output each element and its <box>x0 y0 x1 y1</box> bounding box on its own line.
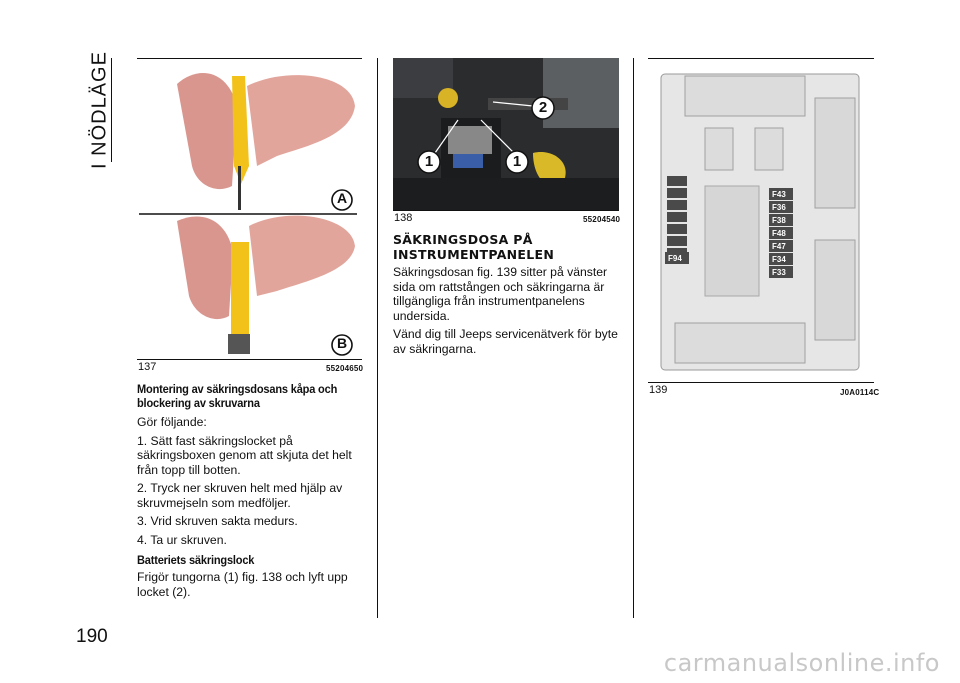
callout-2-label: 2 <box>538 99 548 116</box>
fuse-label: F33 <box>772 268 786 277</box>
figure-bottom-rule <box>648 382 874 383</box>
page-number: 190 <box>76 626 108 647</box>
fuse-label: F36 <box>772 203 786 212</box>
column-1-text <box>137 382 365 603</box>
callout-b-label: B <box>336 335 348 351</box>
step-2: 2. Tryck ner skruven helt med hjälp av skruvmejseln som medföljer. <box>137 481 343 510</box>
subheading: Montering av säkringsdosans kåpa och blockering av skruvarna <box>137 382 338 410</box>
figure-bottom-rule <box>137 359 362 360</box>
column-divider <box>633 58 634 618</box>
callout-a-label: A <box>336 190 348 206</box>
section-tab-line <box>111 58 112 162</box>
fuse-label-f94: F94 <box>668 254 682 263</box>
step-4: 4. Ta ur skruven. <box>137 532 227 547</box>
figure-code: J0A0114C <box>840 388 880 397</box>
figure-number: 137 <box>138 361 157 373</box>
subheading: Batteriets säkringslock <box>137 553 255 567</box>
paragraph: Säkringsdosan fig. 139 sitter på vänster sida om rattstången och säkringarna är tillgängliga från instrumentpanelens undersida. <box>393 265 608 323</box>
paragraph: Gör följande: <box>137 415 207 429</box>
fuse-label: F38 <box>772 216 786 225</box>
section-title: I NÖDLÄGE <box>88 51 111 169</box>
paragraph: Vänd dig till Jeeps servicenätverk för byte av säkringarna. <box>393 327 618 356</box>
section-heading: SÄKRINGSDOSA PÅ INSTRUMENTPANELEN <box>393 232 555 262</box>
left-fuse-column <box>667 176 687 258</box>
fuse-label: F47 <box>772 242 786 251</box>
callout-1-label: 1 <box>512 153 522 170</box>
step-3: 3. Vrid skruven sakta medurs. <box>137 514 298 528</box>
fuse-label: F48 <box>772 229 786 238</box>
column-2-text <box>393 232 621 360</box>
column-divider <box>377 58 378 618</box>
figure-139-fusebox-diagram <box>655 68 865 374</box>
figure-number: 139 <box>649 384 668 396</box>
figure-number: 138 <box>394 212 413 224</box>
fuse-label: F43 <box>772 190 786 199</box>
figure-top-rule <box>648 58 874 59</box>
paragraph: Frigör tungorna (1) fig. 138 och lyft upp locket (2). <box>137 570 348 599</box>
callout-1-label: 1 <box>424 153 434 170</box>
figure-code: 55204540 <box>583 215 621 224</box>
figure-bottom-rule <box>393 210 619 211</box>
figure-top-rule <box>137 58 362 59</box>
figure-code: 55204650 <box>326 364 364 373</box>
figure-138-callouts <box>393 58 619 210</box>
fuse-label: F34 <box>772 255 786 264</box>
step-1: 1. Sätt fast säkringslocket på säkringsboxen genom att skjuta det helt från topp till botten. <box>137 433 352 477</box>
watermark: carmanualsonline.info <box>663 649 940 677</box>
figure-137-image <box>137 66 362 358</box>
